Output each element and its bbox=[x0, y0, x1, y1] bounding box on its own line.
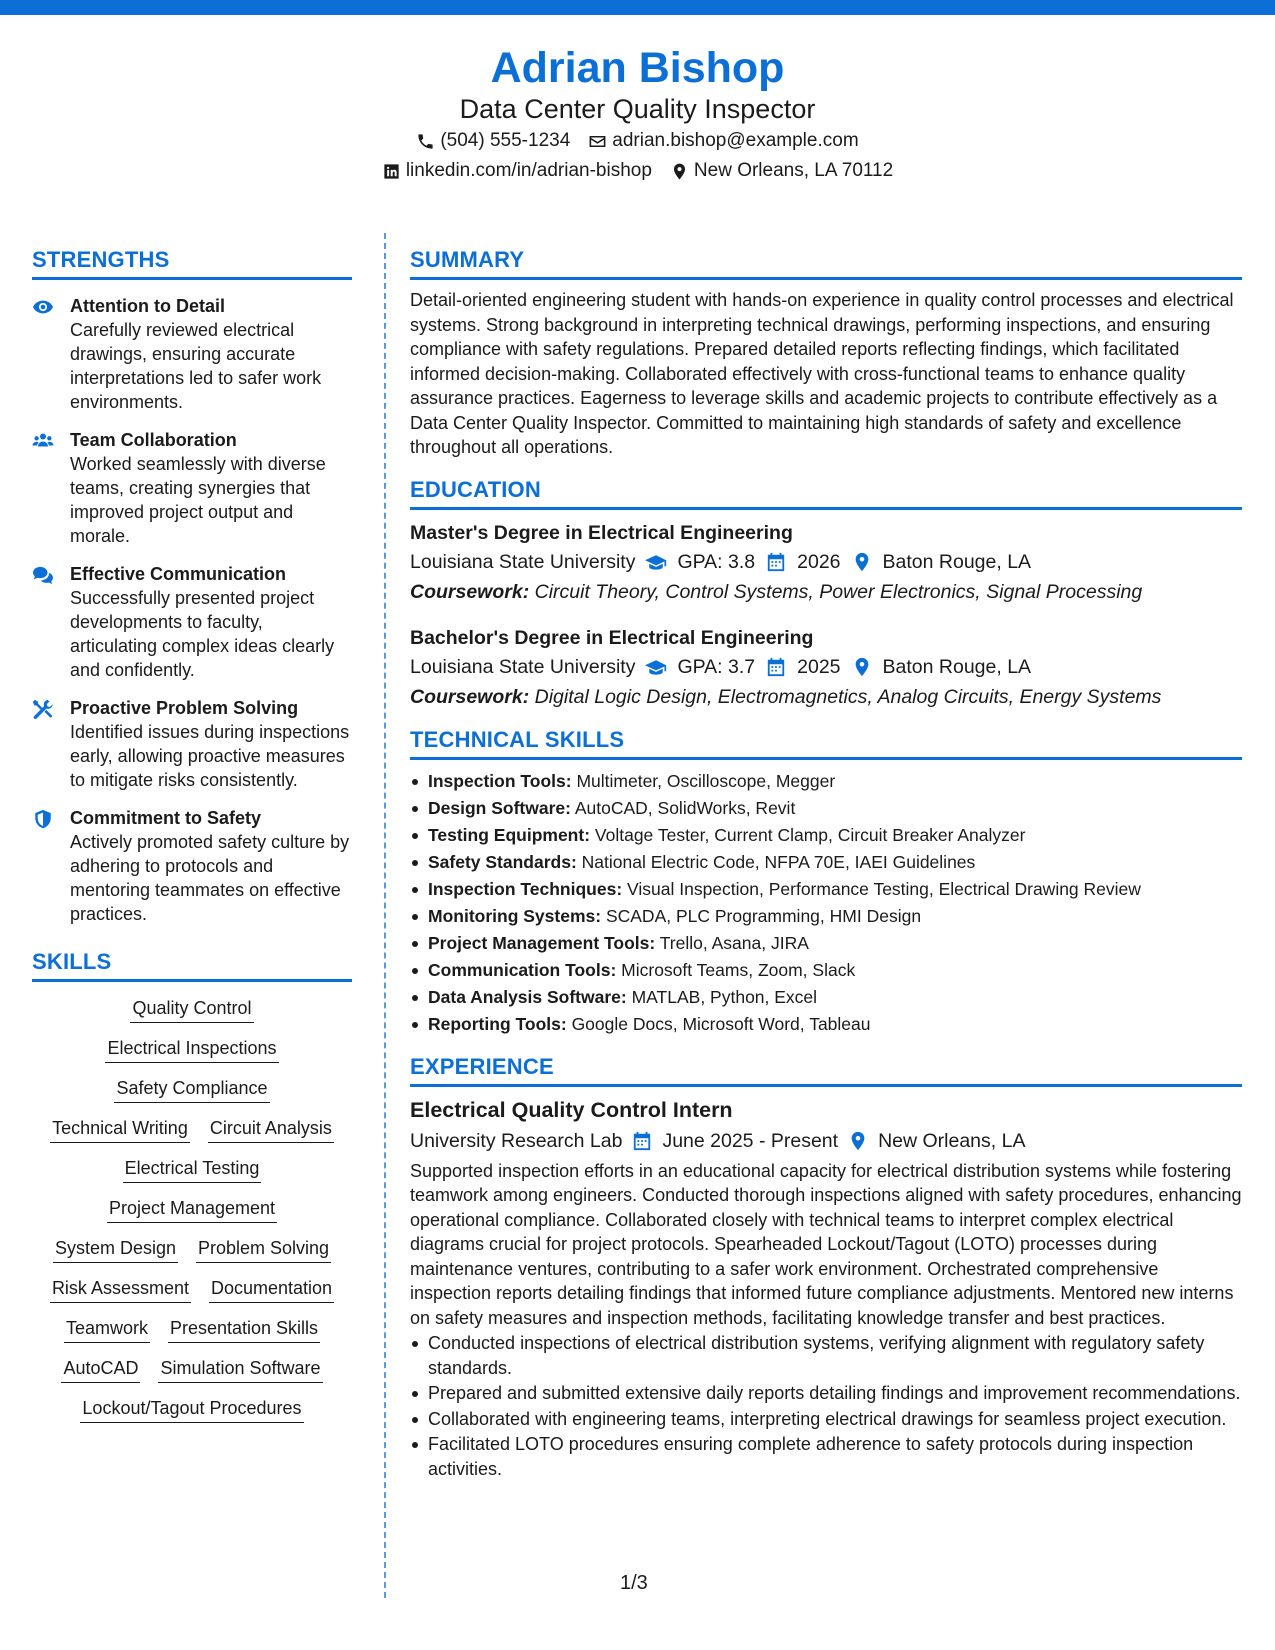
phone-icon bbox=[416, 132, 435, 151]
calendar-icon bbox=[765, 552, 787, 572]
eye-icon bbox=[32, 297, 54, 317]
phone-text: (504) 555-1234 bbox=[440, 130, 571, 151]
coursework bbox=[410, 682, 1242, 712]
list-item: Monitoring Systems: SCADA, PLC Programming, HMI Design bbox=[410, 903, 1242, 930]
job-dates: June 2025 - Present bbox=[662, 1129, 839, 1152]
skills-list bbox=[32, 994, 352, 1423]
skill-tag: Lockout/Tagout Procedures bbox=[80, 1394, 303, 1423]
year-text: 2026 bbox=[797, 550, 841, 573]
location-text: New Orleans, LA 70112 bbox=[693, 160, 894, 181]
skill-tag: Risk Assessment bbox=[50, 1274, 191, 1303]
job-description: Supported inspection efforts in an educational capacity for electrical distribution systems while fostering teamwork among engineers. Conducted thorough inspections aligned with safety procedures, enhancing operational compliance. Collaborated closely with technical teams to interpret complex electrical diagrams crucial for project protocols. Spearheaded Lockout/Tagout (LOTO) processes during maintenance ventures, contributing to a safer work environment. Orchestrated comprehensive inspection reports detailing findings that informed future compliance adjustments. Mentored new interns on safety measures and inspection methods, facilitating knowledge transfer and best practices. bbox=[410, 1160, 1242, 1328]
gpa-text: GPA: 3.7 bbox=[677, 655, 756, 678]
company-name: University Research Lab bbox=[410, 1129, 623, 1152]
job-title: Electrical Quality Control Intern bbox=[410, 1097, 733, 1122]
skill-tag: Project Management bbox=[107, 1194, 277, 1223]
education-entry bbox=[410, 624, 1242, 712]
linkedin-icon bbox=[382, 162, 401, 181]
skill-tag: Technical Writing bbox=[50, 1114, 190, 1143]
strength-title: Commitment to Safety bbox=[70, 808, 262, 828]
linkedin-text: linkedin.com/in/adrian-bishop bbox=[405, 160, 652, 181]
list-item: Project Management Tools: Trello, Asana, JIRA bbox=[410, 930, 1242, 957]
email-contact[interactable] bbox=[588, 126, 858, 156]
technical-skills-list bbox=[410, 768, 1242, 1038]
linkedin-contact[interactable] bbox=[382, 156, 652, 186]
skill-tag: System Design bbox=[53, 1234, 178, 1263]
envelope-icon bbox=[588, 132, 607, 151]
edu-location: Baton Rouge, LA bbox=[882, 550, 1032, 573]
job-meta bbox=[410, 1125, 1242, 1157]
list-item: Testing Equipment: Voltage Tester, Current Clamp, Circuit Breaker Analyzer bbox=[410, 822, 1242, 849]
list-item: Facilitated LOTO procedures ensuring complete adherence to safety protocols during inspection activities. bbox=[410, 1432, 1242, 1481]
strength-desc: Successfully presented project developments to faculty, articulating complex ideas clearly and confidently. bbox=[70, 588, 335, 680]
strengths-heading: STRENGTHS bbox=[32, 246, 352, 280]
strength-title: Proactive Problem Solving bbox=[70, 698, 299, 718]
list-item: Collaborated with engineering teams, interpreting electrical drawings for seamless project execution. bbox=[410, 1407, 1242, 1432]
candidate-title: Data Center Quality Inspector bbox=[459, 94, 816, 124]
coursework-text: Digital Logic Design, Electromagnetics, Analog Circuits, Energy Systems bbox=[534, 685, 1162, 708]
map-pin-icon bbox=[670, 162, 689, 181]
graduation-cap-icon bbox=[645, 657, 667, 677]
top-accent-bar bbox=[0, 0, 1275, 15]
edu-location: Baton Rouge, LA bbox=[882, 655, 1032, 678]
contact-line-1 bbox=[0, 126, 1275, 156]
calendar-icon bbox=[632, 1131, 652, 1151]
skill-tag: Simulation Software bbox=[158, 1354, 322, 1383]
education-heading: EDUCATION bbox=[410, 476, 1242, 510]
strength-title: Effective Communication bbox=[70, 564, 287, 584]
strength-item bbox=[32, 428, 352, 548]
skill-tag: Electrical Testing bbox=[123, 1154, 262, 1183]
strength-desc: Carefully reviewed electrical drawings, ensuring accurate interpretations led to safer work environments. bbox=[70, 320, 322, 412]
right-column bbox=[410, 246, 1242, 1482]
calendar-icon bbox=[765, 657, 787, 677]
strength-desc: Identified issues during inspections early, allowing proactive measures to mitigate risks consistently. bbox=[70, 722, 350, 790]
education-entry bbox=[410, 519, 1242, 607]
coursework-label: Coursework: bbox=[410, 685, 530, 708]
coursework bbox=[410, 577, 1242, 607]
strength-item bbox=[32, 294, 352, 414]
tools-icon bbox=[32, 699, 54, 719]
skill-tag: Problem Solving bbox=[196, 1234, 331, 1263]
school-name: Louisiana State University bbox=[410, 655, 636, 678]
summary-heading: SUMMARY bbox=[410, 246, 1242, 280]
list-item: Communication Tools: Microsoft Teams, Zoom, Slack bbox=[410, 957, 1242, 984]
skill-tag: Quality Control bbox=[130, 994, 253, 1023]
skills-heading: SKILLS bbox=[32, 948, 352, 982]
list-item: Inspection Techniques: Visual Inspection, Performance Testing, Electrical Drawing Review bbox=[410, 876, 1242, 903]
shield-icon bbox=[32, 809, 54, 829]
skill-tag: Electrical Inspections bbox=[105, 1034, 278, 1063]
list-item: Design Software: AutoCAD, SolidWorks, Revit bbox=[410, 795, 1242, 822]
graduation-cap-icon bbox=[645, 552, 667, 572]
strength-desc: Worked seamlessly with diverse teams, creating synergies that improved project output and morale. bbox=[70, 454, 326, 546]
users-icon bbox=[32, 431, 54, 451]
column-divider bbox=[384, 233, 386, 1598]
technical-skills-heading: TECHNICAL SKILLS bbox=[410, 726, 1242, 760]
list-item: Safety Standards: National Electric Code, NFPA 70E, IAEI Guidelines bbox=[410, 849, 1242, 876]
phone-contact bbox=[416, 126, 570, 156]
contact-line-2 bbox=[0, 156, 1275, 186]
coursework-text: Circuit Theory, Control Systems, Power Electronics, Signal Processing bbox=[534, 580, 1143, 603]
map-pin-icon bbox=[851, 552, 873, 572]
degree-title: Bachelor's Degree in Electrical Engineering bbox=[410, 626, 814, 649]
summary-text: Detail-oriented engineering student with hands-on experience in quality control processes and electrical systems. Strong background in interpreting technical drawings, performing inspections, and ensuring compliance with safety regulations. Prepared detailed reports reflecting findings, which facilitated informed decision-making. Collaborated effectively with cross-functional teams to enhance quality assurance practices. Eagerness to leverage skills and academic projects to contribute effectively as a Data Center Quality Inspector. Committed to maintaining high standards of safety and excellence throughout all operations. bbox=[410, 290, 1234, 457]
education-meta bbox=[410, 547, 1242, 577]
coursework-label: Coursework: bbox=[410, 580, 530, 603]
experience-heading: EXPERIENCE bbox=[410, 1053, 1242, 1087]
strength-title: Team Collaboration bbox=[70, 430, 237, 450]
skill-tag: AutoCAD bbox=[61, 1354, 140, 1383]
list-item: Inspection Tools: Multimeter, Oscilloscope, Megger bbox=[410, 768, 1242, 795]
strength-desc: Actively promoted safety culture by adhering to protocols and mentoring teammates on effective practices. bbox=[70, 832, 350, 924]
list-item: Reporting Tools: Google Docs, Microsoft Word, Tableau bbox=[410, 1011, 1242, 1038]
strength-item bbox=[32, 806, 352, 926]
chat-icon bbox=[32, 565, 54, 585]
strength-item bbox=[32, 562, 352, 682]
year-text: 2025 bbox=[797, 655, 841, 678]
map-pin-icon bbox=[848, 1131, 868, 1151]
skill-tag: Teamwork bbox=[64, 1314, 150, 1343]
candidate-name: Adrian Bishop bbox=[490, 44, 785, 92]
skill-tag: Safety Compliance bbox=[114, 1074, 269, 1103]
map-pin-icon bbox=[851, 657, 873, 677]
skill-tag: Presentation Skills bbox=[168, 1314, 320, 1343]
list-item: Prepared and submitted extensive daily reports detailing findings and improvement recommendations. bbox=[410, 1381, 1242, 1406]
left-column bbox=[32, 246, 352, 1434]
strength-item bbox=[32, 696, 352, 792]
education-meta bbox=[410, 652, 1242, 682]
school-name: Louisiana State University bbox=[410, 550, 636, 573]
page-number: 1/3 bbox=[620, 1572, 648, 1594]
skill-tag: Circuit Analysis bbox=[208, 1114, 334, 1143]
email-text: adrian.bishop@example.com bbox=[612, 130, 859, 151]
strength-title: Attention to Detail bbox=[70, 296, 225, 316]
list-item: Data Analysis Software: MATLAB, Python, Excel bbox=[410, 984, 1242, 1011]
skill-tag: Documentation bbox=[209, 1274, 334, 1303]
gpa-text: GPA: 3.8 bbox=[677, 550, 756, 573]
list-item: Conducted inspections of electrical distribution systems, verifying alignment with regulatory safety standards. bbox=[410, 1331, 1242, 1380]
job-bullets bbox=[410, 1331, 1242, 1481]
location-contact bbox=[670, 156, 893, 186]
resume-header bbox=[0, 42, 1275, 186]
job-location: New Orleans, LA bbox=[878, 1129, 1026, 1152]
degree-title: Master's Degree in Electrical Engineering bbox=[410, 521, 793, 544]
